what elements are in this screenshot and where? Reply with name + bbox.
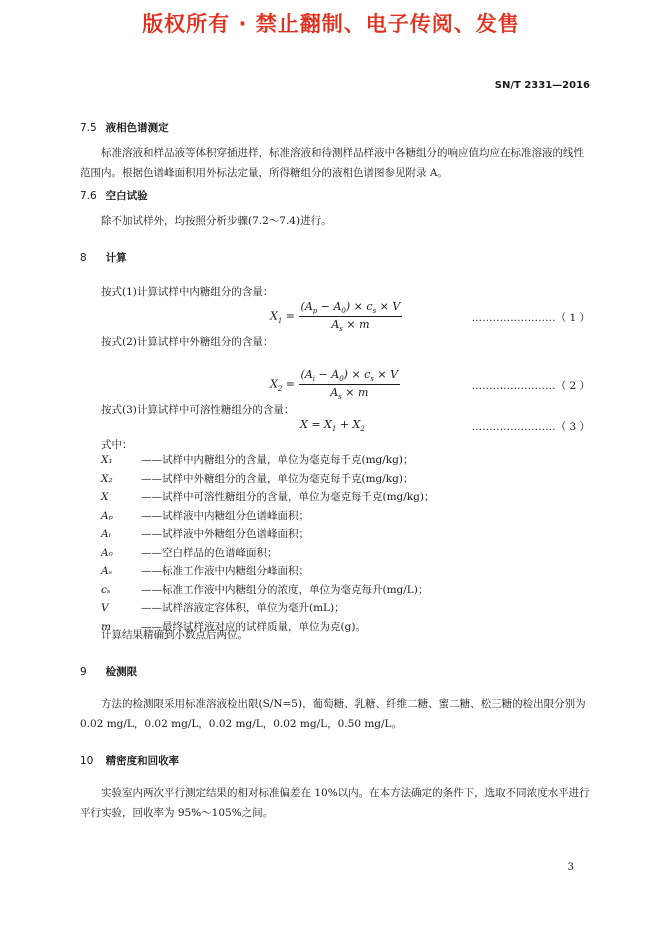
section-10-text: 实验室内两次平行测定结果的相对标准偏差在 10%以内。在本方法确定的条件下，选取不同浓度水平进行平行实验，回收率为 95%～105%之间。: [80, 787, 590, 819]
formula-2-number: ……………………（ 2 ）: [471, 380, 590, 392]
section-number: 9: [80, 666, 87, 678]
definition-symbol: Aᵢ: [101, 528, 111, 540]
section-title: 精密度和回收率: [105, 755, 180, 767]
section-7-5-text: 标准溶液和样品液等体积穿插进样，标准溶液和待测样品样液中各糖组分的响应值均应在标准溶液的线性范围内。根据色谱峰面积用外标法定量，所得糖组分的液相色谱图参见附录 A。: [80, 147, 584, 179]
section-title: 空白试验: [105, 190, 148, 202]
definition-text: ——最终试样液对应的试样质量，单位为克(g)。: [141, 620, 366, 633]
section-7-5-heading: [80, 120, 169, 135]
formula-1-intro: 按式(1)计算试样中内糖组分的含量：: [101, 286, 274, 298]
definition-symbol: Aₚ: [101, 509, 113, 522]
precision-note: 计算结果精确到小数点后两位。: [101, 629, 248, 641]
section-title: 计算: [105, 252, 127, 264]
definition-symbol: X₂: [101, 472, 113, 485]
section-number: 7.5: [80, 122, 97, 134]
definition-symbol: Aₛ: [101, 565, 113, 577]
definition-text: ——标准工作液中内糖组分的浓度，单位为毫克每升(mg/L)；: [141, 583, 429, 596]
definition-symbol: cₛ: [101, 583, 111, 596]
definition-row: [101, 470, 435, 489]
section-title: 检测限: [105, 666, 138, 678]
where-label: 式中：: [101, 439, 133, 451]
watermark-banner: 版权所有 · 禁止翻制、电子传阅、发售: [142, 12, 520, 36]
definition-row: [101, 544, 435, 563]
section-7-6-text: 除不加试样外，均按照分析步骤(7.2～7.4)进行。: [101, 215, 332, 227]
formula-2-intro: 按式(2)计算试样中外糖组分的含量：: [101, 336, 274, 348]
section-9-text: 方法的检测限采用标准溶液检出限(S/N=5)，葡萄糖、乳糖、纤维二糖、蜜二糖、松三糖的检出限分别为 0.02 mg/L，0.02 mg/L，0.02 mg/L，0.02 mg/L，0.50 mg/L。: [80, 698, 586, 730]
formula-1-number: ……………………（ 1 ）: [471, 312, 590, 324]
definition-symbol: V: [101, 602, 109, 614]
definition-row: [101, 581, 435, 600]
definition-row: [101, 599, 435, 618]
formula-1: $X_1$ = $\frac{(A_p - A_0) \times c_s \times V}{A_s \times m}$: [270, 300, 401, 334]
definition-text: ——标准工作液中内糖组分峰面积；: [141, 565, 309, 577]
section-7-6-heading: [80, 188, 148, 203]
section-number: 10: [80, 755, 94, 767]
formula-2: $X_2$ = $\frac{(A_i - A_0) \times c_s \times V}{A_s \times m}$: [270, 368, 399, 402]
definition-row: [101, 488, 435, 507]
definition-row: [101, 562, 435, 581]
definition-text: ——试样溶液定容体积，单位为毫升(mL)；: [141, 602, 345, 614]
definition-text: ——试样液中外糖组分色谱峰面积；: [141, 528, 309, 540]
section-8-heading: [80, 250, 127, 265]
definition-text: ——试样中内糖组分的含量，单位为毫克每千克(mg/kg)；: [141, 454, 414, 466]
section-number: 7.6: [80, 190, 97, 202]
definition-symbol: X₁: [101, 454, 113, 466]
definition-text: ——试样液中内糖组分色谱峰面积；: [141, 509, 309, 522]
standard-number: SN/T 2331—2016: [494, 80, 590, 91]
section-title: 液相色谱测定: [105, 122, 169, 134]
section-number: 8: [80, 252, 87, 264]
definition-symbol: m: [101, 620, 111, 633]
section-9-heading: [80, 664, 137, 679]
page-number: 3: [567, 862, 574, 873]
formula-3-number: ……………………（ 3 ）: [471, 421, 590, 433]
section-10-heading: [80, 753, 179, 768]
formula-3-intro: 按式(3)计算试样中可溶性糖组分的含量：: [101, 404, 295, 416]
definition-row: [101, 525, 435, 544]
definition-symbol: A₀: [101, 546, 113, 559]
definition-text: ——试样中可溶性糖组分的含量，单位为毫克每千克(mg/kg)；: [141, 491, 435, 503]
definition-text: ——试样中外糖组分的含量，单位为毫克每千克(mg/kg)；: [141, 472, 414, 485]
definition-row: [101, 507, 435, 526]
definition-symbol: X: [101, 491, 109, 503]
definition-text: ——空白样品的色谱峰面积；: [141, 546, 278, 559]
definition-row: [101, 451, 435, 470]
formula-3: $X = X_1 + X_2$: [300, 418, 365, 434]
symbol-definitions: [101, 451, 435, 636]
